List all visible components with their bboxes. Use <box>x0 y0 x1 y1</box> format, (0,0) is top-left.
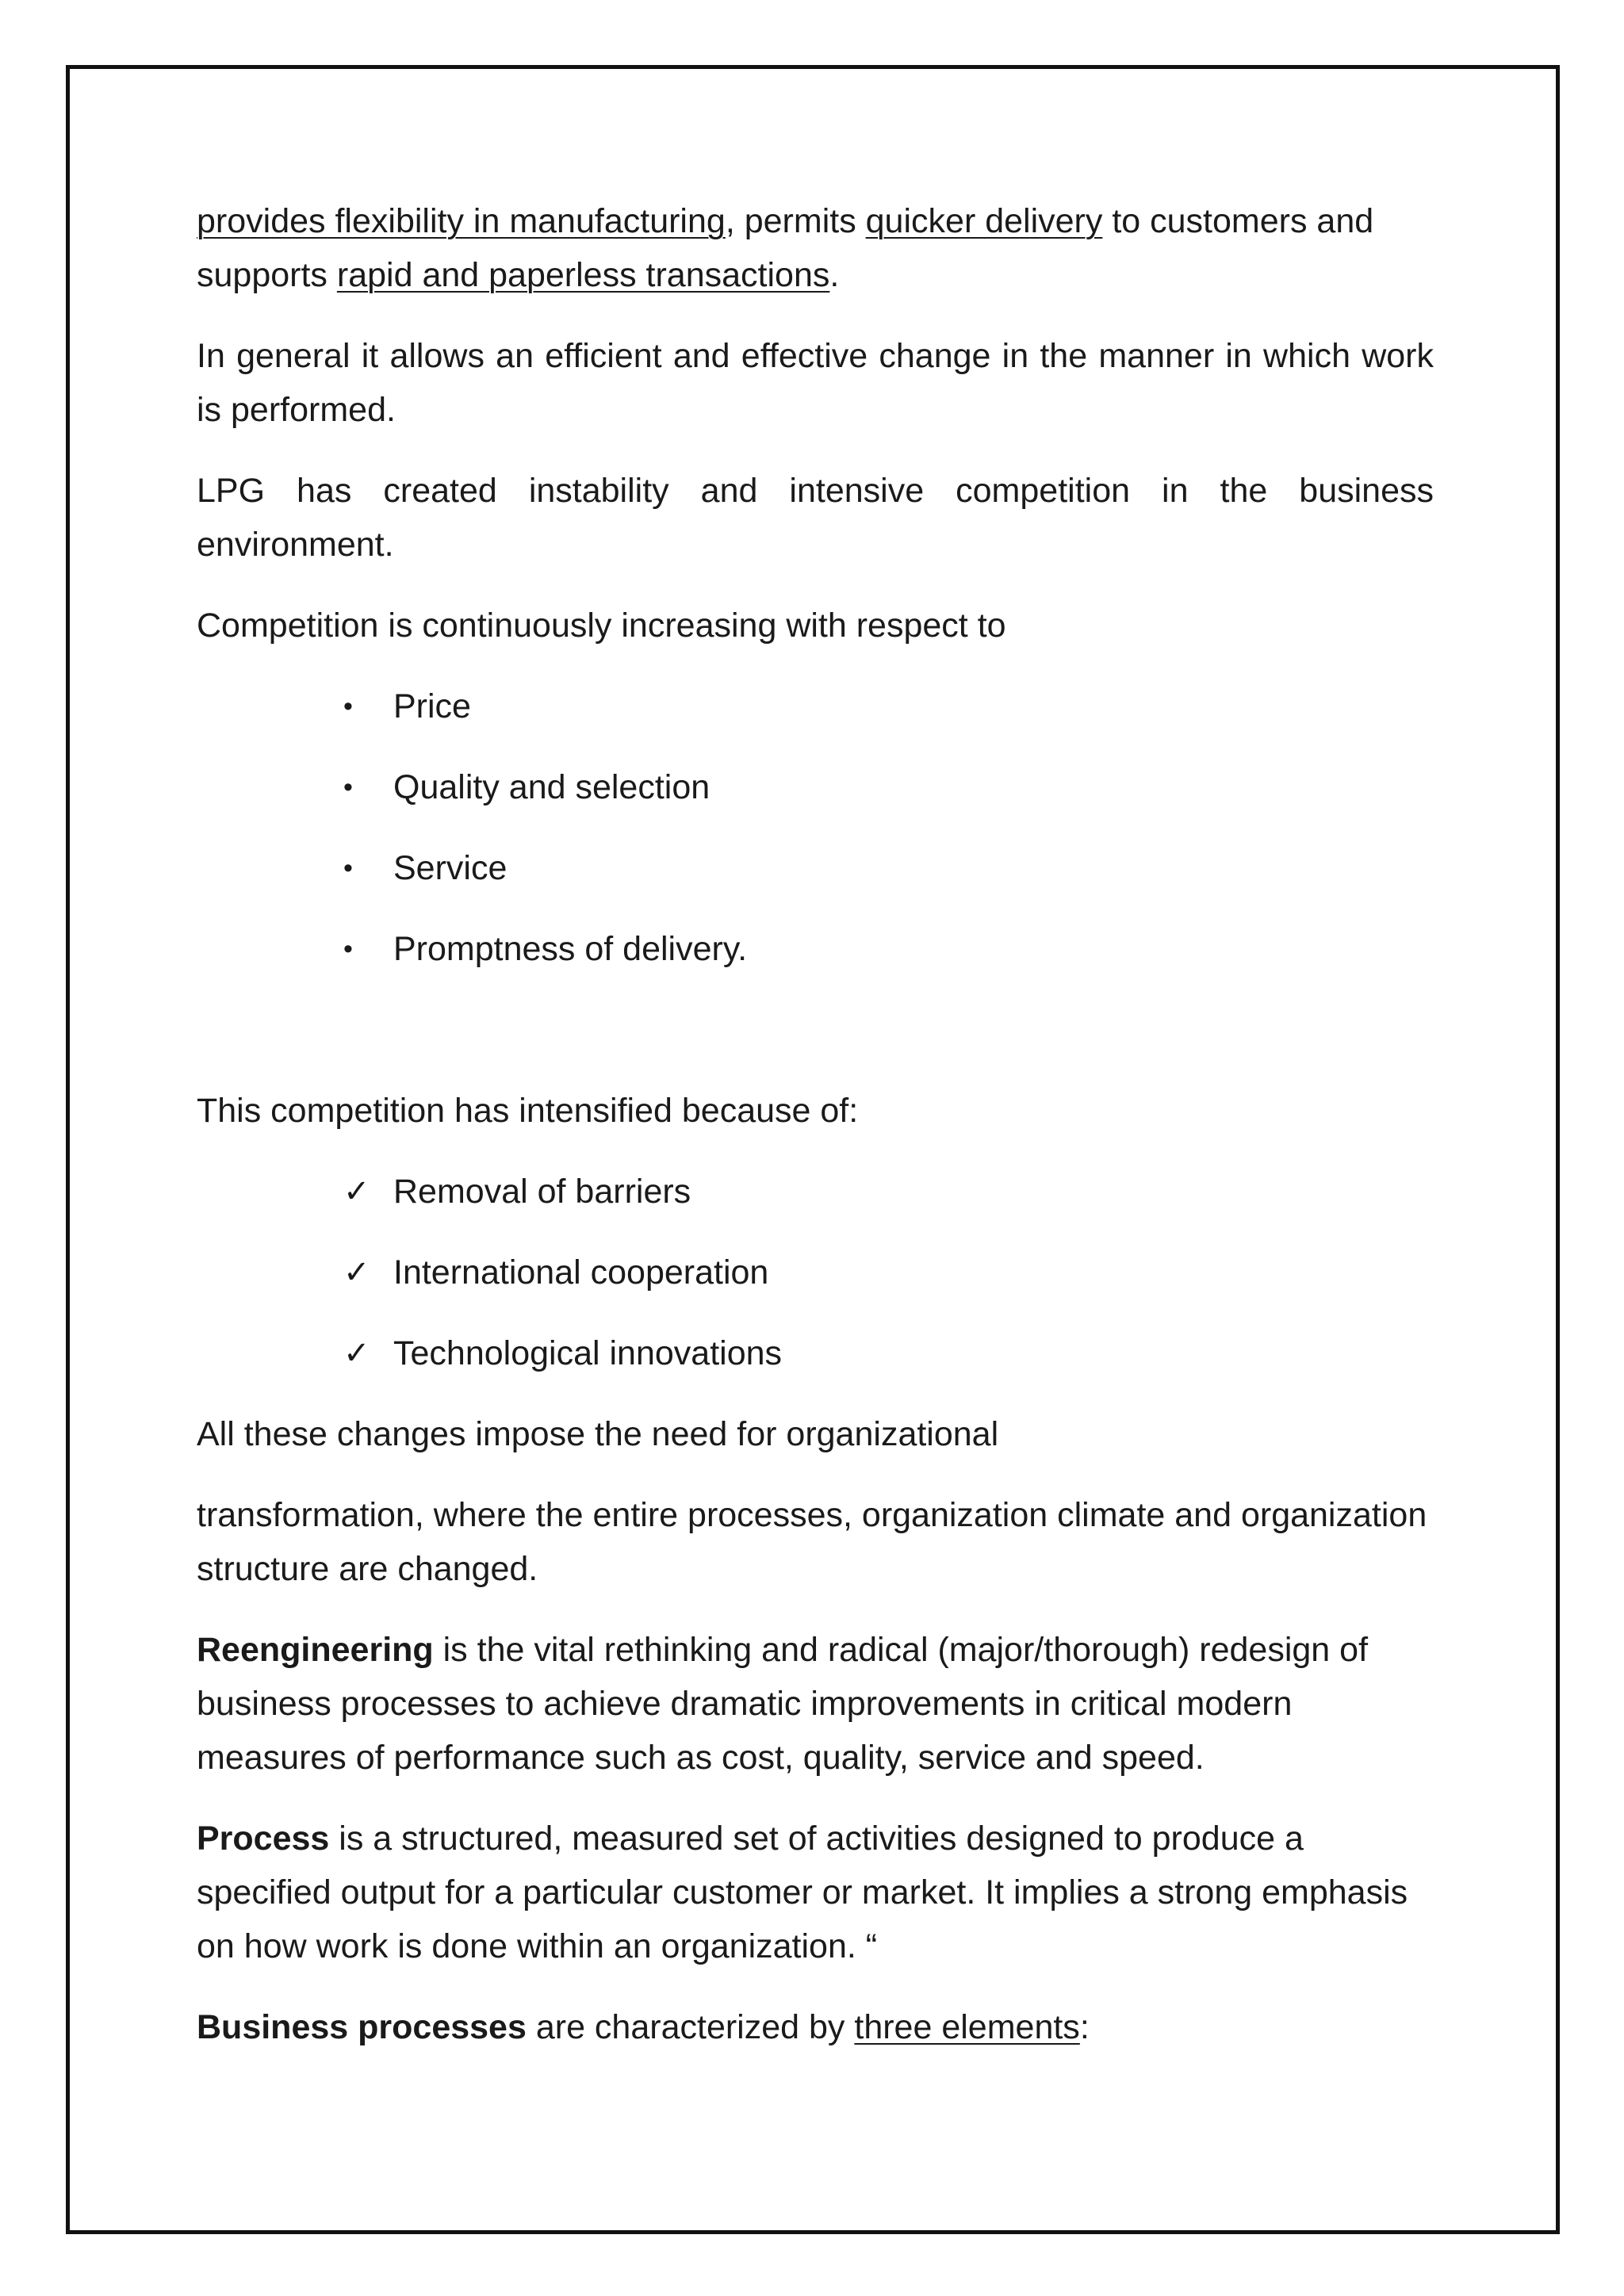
bullet-icon: • <box>343 934 353 964</box>
list-item-text: Removal of barriers <box>393 1173 691 1211</box>
underlined-paperless-transactions: rapid and paperless transactions <box>336 256 830 294</box>
document-body <box>197 194 1434 2081</box>
paragraph-changes: All these changes impose the need for organizational <box>197 1415 999 1453</box>
list-item <box>197 1246 1434 1299</box>
term-reengineering: Reengineering <box>197 1631 434 1669</box>
definition-text: is the vital rethinking and radical (major/thorough) redesign of business processes to achieve dramatic improvements in critical modern measures of performance such as cost, quality, service and speed. <box>197 1631 1369 1777</box>
list-item <box>197 679 1434 733</box>
checkmark-icon: ✓ <box>343 1255 370 1290</box>
text-segment: . <box>829 256 840 294</box>
bullet-icon: • <box>343 772 353 802</box>
checkmark-icon: ✓ <box>343 1336 370 1371</box>
underlined-quicker-delivery: quicker delivery <box>865 202 1103 240</box>
list-item <box>197 1326 1434 1380</box>
text-segment: to customers and supports <box>197 202 1374 294</box>
paragraph-process <box>197 1812 1434 1973</box>
list-item <box>197 1165 1434 1219</box>
paragraph-intensified: This competition has intensified because of: <box>197 1092 859 1130</box>
text-segment: are characterized by <box>526 2008 855 2046</box>
term-process: Process <box>197 1820 330 1858</box>
paragraph-business-processes <box>197 2000 1434 2054</box>
list-item-text: Quality and selection <box>393 768 710 806</box>
paragraph-reengineering <box>197 1623 1434 1785</box>
paragraph-transformation: transformation, where the entire processes, organization climate and organization structure are changed. <box>197 1496 1427 1588</box>
text-segment: : <box>1079 2008 1090 2046</box>
term-business-processes: Business processes <box>197 2008 527 2046</box>
list-item-text: International cooperation <box>393 1253 769 1292</box>
list-item-text: Service <box>393 849 508 887</box>
list-item <box>197 922 1434 976</box>
paragraph-lpg: LPG has created instability and intensive competition in the business environment. <box>197 472 1434 564</box>
bullet-icon: • <box>343 691 353 721</box>
checkmark-icon: ✓ <box>343 1174 370 1209</box>
text-segment: , permits <box>725 202 866 240</box>
definition-text: is a structured, measured set of activities designed to produce a specified output for a particular customer or market. It implies a strong emphasis on how work is done within an organization. “ <box>197 1820 1408 1965</box>
list-item-text: Price <box>393 687 471 725</box>
paragraph-competition: Competition is continuously increasing with respect to <box>197 607 1006 645</box>
paragraph-general: In general it allows an efficient and effective change in the manner in which work is performed. <box>197 337 1434 429</box>
underlined-three-elements: three elements <box>854 2008 1080 2046</box>
checkmark-list-reasons <box>197 1165 1434 1380</box>
list-item-text: Technological innovations <box>393 1334 783 1372</box>
bullet-icon: • <box>343 853 353 883</box>
paragraph-flexibility <box>197 194 1434 302</box>
spacer <box>197 1003 1434 1084</box>
list-item-text: Promptness of delivery. <box>393 930 748 968</box>
underlined-flexibility: provides flexibility in manufacturing <box>197 202 726 240</box>
list-item <box>197 841 1434 895</box>
list-item <box>197 760 1434 814</box>
bullet-list-competition <box>197 679 1434 976</box>
